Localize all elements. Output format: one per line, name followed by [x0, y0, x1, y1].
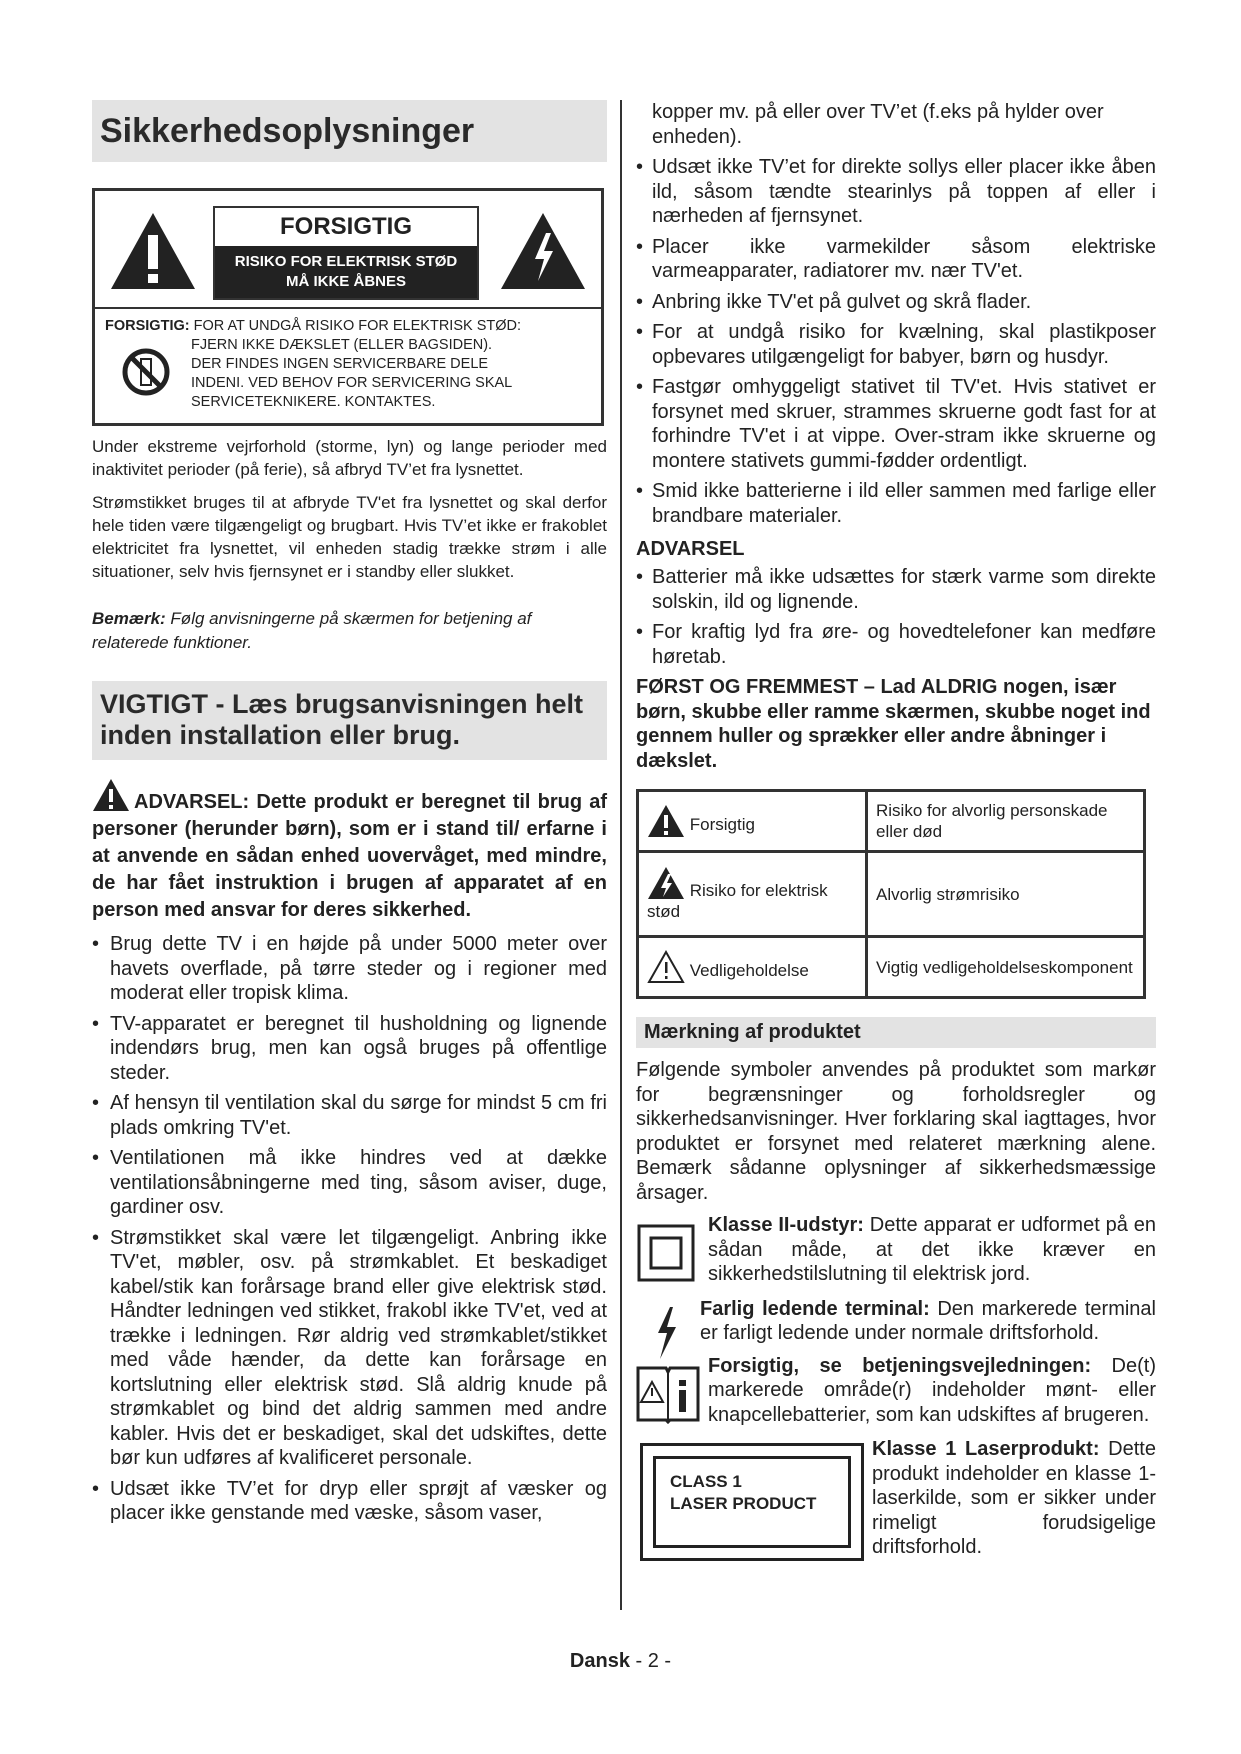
caution-label: FORSIGTIG: [105, 318, 190, 334]
table-cell: Forsigtig [689, 815, 755, 834]
table-cell: Vigtig vedligeholdelseskomponent [867, 937, 1145, 998]
note-text: Følg anvisningerne på skærmen for betjening af relaterede funktioner. [92, 609, 532, 652]
note-paragraph [92, 607, 607, 655]
list-item: • Fastgør omhyggeligt stativet til TV'et. Hvis stativet er forsynet med skruer, strammes skruerne godt fast for at forhindre TV'et i at vippe. Over-stram ikke skruerne og montere stativets gummi-fødder ordentligt. [636, 375, 1156, 473]
class2-icon [636, 1223, 696, 1283]
paragraph-power-plug: Strømstikket bruges til at afbryde TV'et fra lysnettet og skal derfor hele tiden være tilgængeligt og brugbart. Hvis TV’et ikke er frakoblet elektricitet fra lysnettet, vil enheden stadig trække strøm i alle situationer, selv hvis fjernsynet er i standby eller slukket. [92, 493, 607, 581]
no-open-icon [121, 347, 171, 397]
laser-label-box [640, 1443, 864, 1561]
caution-text3: DER FINDES INGEN SERVICERBARE DELE [191, 356, 489, 372]
left-bullet-list [92, 932, 607, 1526]
table-row [638, 852, 1145, 937]
hazardous-terminal-icon [650, 1305, 680, 1361]
class2-text: Dette apparat er udformet på en sådan måde, at det ikke kræver en sikkerhedstilslutning til elektrisk jord. [708, 1214, 1156, 1285]
terminal-text: Den markerede terminal er farligt ledende under normale driftsforhold. [700, 1297, 1157, 1344]
terminal-row [636, 1297, 1156, 1346]
symbol-table [636, 789, 1146, 999]
list-item: • Strømstikket skal være let tilgængeligt. Anbring ikke TV'et, møbler, osv. på strømkablet. Et beskadiget kabel/stik kan forårsage brand eller give elektrisk stød. Håndter ledningen ved stikket, frakobl ikke TV'et, ved at trække i ledningen. Rør aldrig ved strømkablet/stikket med våde hænder, da dette kan forårsage en kortslutning eller elektrisk stød. Slå aldrig knude på strømkablet og bind det aldrig sammen med andre kabler. Hvis det er beskadiget, skal det udskiftes, dette bør kun udføres af kvalificeret personale. [92, 1226, 607, 1471]
footer-language: Dansk [569, 1650, 630, 1672]
list-item: • Brug dette TV i en højde på under 5000 meter over havets overflade, på tørre steder og i regioner med moderat eller tropisk klima. [92, 932, 607, 1006]
laser-row [636, 1437, 1156, 1560]
list-item: • Placer ikke varmekilder såsom elektriske varmeapparater, radiatorer mv. nær TV'et. [636, 235, 1156, 284]
caution-text5: SERVICETEKNIKERE. KONTAKTES. [191, 394, 436, 410]
page-footer [0, 1650, 1241, 1673]
caution-line2: MÅ IKKE ÅBNES [285, 273, 406, 290]
list-item: • Af hensyn til ventilation skal du sørge for mindst 5 cm fri plads omkring TV'et. [92, 1091, 607, 1140]
continued-text: kopper mv. på eller over TV’et (f.eks på hylder over enheden). [652, 101, 1104, 148]
caution-text1: FOR AT UNDGÅ RISIKO FOR ELEKTRISK STØD: [189, 318, 521, 334]
electric-shock-icon [647, 866, 685, 900]
warning-icon [92, 778, 130, 812]
paragraph-weather: Under ekstreme vejrforhold (storme, lyn) og lange perioder med inaktivitet perioder (på ferie), så afbryd TV’et fra lysnettet. [92, 437, 607, 479]
warning-paragraph [92, 778, 607, 924]
list-item: • For kraftig lyd fra øre- og hovedtelefoner kan medføre høretab. [636, 620, 1156, 669]
caution-panel [213, 206, 479, 300]
caution-heading: FORSIGTIG [280, 213, 412, 240]
marking-paragraph: Følgende symboler anvendes på produktet som markør for begrænsninger og forholdsregler og sikkerhedsanvisninger. Hver forklaring skal iagttages, hvor produktet er forsynet med relateret mærkning alene. Bemærk sådanne oplysninger af sikkerhedsmæssige årsager. [636, 1059, 1156, 1204]
list-item: • For at undgå risiko for kvælning, skal plastikposer opbevares utilgængeligt for babyer, børn og husdyr. [636, 320, 1156, 369]
laser-label: Klasse 1 Laserprodukt: [872, 1438, 1100, 1460]
table-row [638, 791, 1145, 852]
advarsel-list [636, 565, 1156, 669]
marking-title: Mærkning af produktet [636, 1017, 1156, 1048]
first-and-foremost: FØRST OG FREMMEST – Lad ALDRIG nogen, især børn, skubbe eller ramme skærmen, skubbe noget ind gennem huller og sprækker eller andre åbninger i dækslet. [636, 676, 1151, 772]
advarsel-heading: ADVARSEL [636, 538, 745, 560]
caution-box [92, 188, 604, 426]
list-item: • TV-apparatet er beregnet til husholdning og lignende indendørs brug, men kan også bruges på offentlige steder. [92, 1012, 607, 1086]
exclamation-warning-icon [109, 211, 197, 291]
manual-label: Forsigtig, se betjeningsvejledningen: [708, 1354, 1092, 1377]
note-label: Bemærk: [92, 609, 166, 628]
important-title: VIGTIGT - Læs brugsanvisningen helt inden installation eller brug. [92, 681, 607, 760]
table-row [638, 937, 1145, 998]
list-item: • Udsæt ikke TV’et for dryp eller sprøjt af væsker og placer ikke genstande med væske, såsom vaser, [92, 1477, 607, 1526]
terminal-label: Farlig ledende terminal: [700, 1297, 930, 1320]
caution-triangle-icon [647, 804, 685, 838]
right-column [636, 100, 1156, 1566]
table-cell: Alvorlig strømrisiko [867, 852, 1145, 937]
caution-text4: INDENI. VED BEHOV FOR SERVICERING SKAL [191, 375, 513, 391]
laser-text: Dette produkt indeholder en klasse 1-laserkilde, som er sikker under rimeligt forudsigelige driftsforhold. [872, 1438, 1156, 1558]
list-item: • Smid ikke batterierne i ild eller sammen med farlige eller brandbare materialer. [636, 479, 1156, 528]
laser-box-line2: LASER PRODUCT [670, 1494, 817, 1513]
caution-line1: RISIKO FOR ELEKTRISK STØD [234, 253, 458, 270]
table-cell: Risiko for elektrisk stød [647, 881, 828, 921]
laser-box-line1: CLASS 1 [670, 1472, 742, 1491]
list-item: • Udsæt ikke TV’et for direkte sollys eller placer ikke åben ild, såsom tændte stearinlys på toppen af eller i nærheden af fjernsynet. [636, 155, 1156, 229]
read-manual-icon [636, 1360, 700, 1424]
class2-row [636, 1213, 1156, 1287]
page-title: Sikkerhedsoplysninger [92, 100, 607, 162]
list-item: • Anbring ikke TV'et på gulvet og skrå flader. [636, 290, 1156, 315]
list-item: • Ventilationen må ikke hindres ved at dække ventilationsåbningerne med ting, såsom aviser, duge, gardiner osv. [92, 1146, 607, 1220]
right-bullet-list [636, 155, 1156, 528]
page-number: - 2 - [629, 1650, 672, 1672]
left-column [92, 100, 607, 1532]
lightning-warning-icon [499, 211, 587, 291]
manual-row [636, 1354, 1156, 1428]
manual-text: De(t) markerede område(r) indeholder mønt- eller knapcellebatterier, som kan udskiftes af brugeren. [708, 1354, 1156, 1426]
warning-text: ADVARSEL: Dette produkt er beregnet til brug af personer (herunder børn), som er i stand til/ erfarne i at anvende en sådan enhed uovervåget, med mindre, de har fået instruktion i brugen af apparatet af en person med ansvar for deres sikkerhed. [92, 791, 607, 921]
table-cell: Risiko for alvorlig personskade eller død [867, 791, 1145, 852]
table-cell: Vedligeholdelse [689, 961, 809, 980]
list-item: • Batterier må ikke udsættes for stærk varme som direkte solskin, ild og lignende. [636, 565, 1156, 614]
maintenance-triangle-icon [647, 950, 685, 984]
caution-text2: FJERN IKKE DÆKSLET (ELLER BAGSIDEN). [191, 337, 493, 353]
column-divider [620, 100, 622, 1610]
class2-label: Klasse II-udstyr: [708, 1214, 864, 1236]
